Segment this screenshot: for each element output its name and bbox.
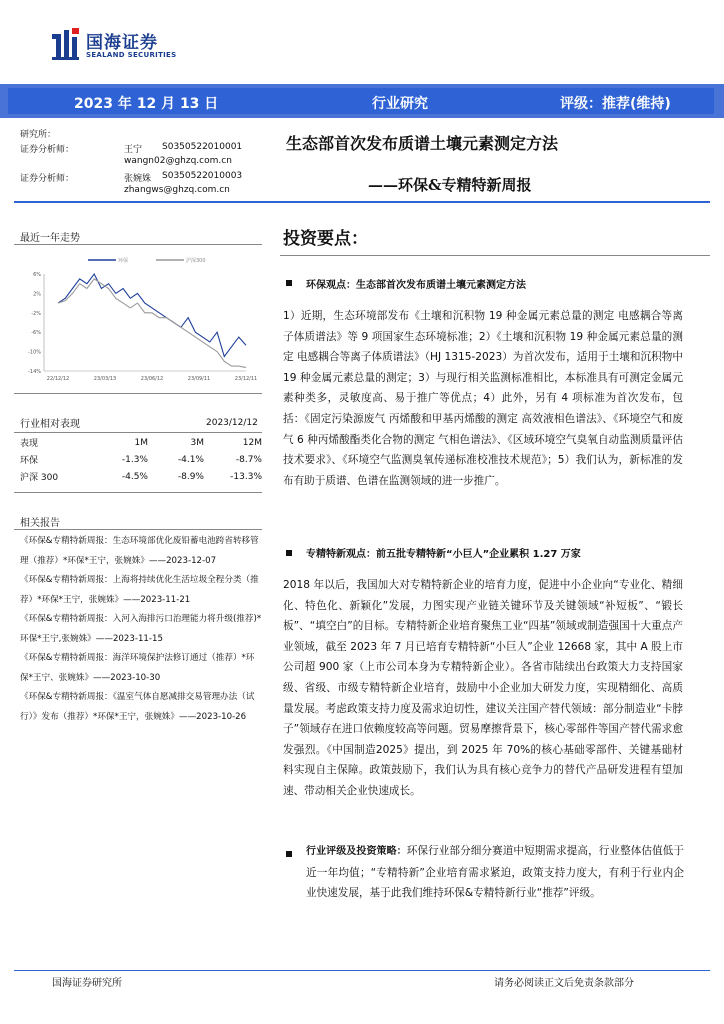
research-label: 研究所：: [20, 130, 57, 140]
list-item[interactable]: 《环保&专精特新周报：《温室气体自愿减排交易管理办法（试行）》发布（推荐）*环保*王宁，张婉姝》——2023-10-26: [20, 692, 255, 722]
perf-h-2: 3M: [190, 437, 204, 448]
footer-rule: [14, 970, 710, 971]
reports-list: [20, 532, 262, 727]
bullet-icon: [286, 851, 292, 857]
table-row: [20, 468, 262, 485]
section-1-body: 1）近期，生态环境部发布《土壤和沉积物 19 种金属元素总量的测定 电感耦合等离子体质谱法》等 9 项国家生态环境标准；2）《土壤和沉积物 19 种金属元素总量的测定 电感耦合等离子体质谱法》（HJ 1315-2023）为首次发布，适用于土壤和沉积物中 19 种金属元素总量的测定；3）与现行相关监测标准相比，本标准具有可测定金属元素种类多，灵敏度高、易于推广等优点；4）此外，另有 4 项标准为首次发布，包括：《固定污染源废气 丙烯酸和甲基丙烯酸的测定 高效液相色谱法》、《环境空气和废气 6 种丙烯酸酯类化合物的测定 气相色谱法》、《区域环境空气臭氧自动监测质量评估技术要求》、《环境空气监测臭氧传递标准校准技术规范》；5）我们认为，新标准的发布有助于质谱、色谱在监测领域的进一步推广。: [283, 310, 683, 487]
perf-heading: 行业相对表现: [20, 419, 80, 430]
analyst-2-code: S0350522010003: [162, 171, 243, 181]
y-tick-label: -14%: [28, 369, 41, 375]
y-tick-label: 6%: [33, 272, 41, 278]
perf-date: 2023/12/12: [206, 418, 258, 428]
analyst-1-role: 证券分析师：: [20, 145, 75, 155]
chart-legend: [88, 257, 206, 264]
section-3: [306, 841, 684, 904]
perf-cell: -1.3%: [121, 454, 148, 465]
footer-left: 国海证券研究所: [52, 978, 122, 989]
section-3-heading: 行业评级及投资策略：: [306, 846, 407, 857]
trend-rule: [14, 244, 262, 245]
bullet-icon: [286, 280, 292, 286]
perf-cell: -4.5%: [121, 471, 148, 482]
perf-rule: [14, 432, 262, 433]
points-rule: [280, 255, 710, 256]
perf-h-1: 1M: [134, 437, 148, 448]
perf-cell: 沪深 300: [20, 473, 59, 483]
reports-rule: [14, 529, 262, 530]
x-tick-label: 22/12/12: [46, 376, 70, 382]
perf-cell: -4.1%: [177, 454, 204, 465]
footer-right: 请务必阅读正文后免责条款部分: [494, 978, 634, 989]
brand-name-en: SEALAND SECURITIES: [86, 51, 177, 59]
series-line-index: [58, 279, 246, 368]
report-title: 生态部首次发布质谱土壤元素测定方法: [286, 134, 559, 153]
y-tick-label: 2%: [33, 291, 41, 298]
y-tick-label: -2%: [31, 310, 41, 317]
y-tick-label: -10%: [28, 349, 41, 356]
brand-logo: [52, 28, 192, 68]
perf-cell: 环保: [20, 456, 39, 466]
perf-cell: -13.3%: [230, 471, 262, 482]
list-item[interactable]: 《环保&专精特新周报：海洋环境保护法修订通过（推荐）*环保*王宁、张婉姝》——2023-10-30: [20, 653, 255, 683]
legend-label-b: 沪深300: [186, 258, 206, 264]
y-tick-label: -6%: [31, 330, 41, 337]
bullet-icon: [286, 550, 292, 556]
perf-cell: -8.7%: [235, 454, 262, 465]
section-3-body: 环保行业部分细分赛道中短期需求提高，行业整体估值低于近一年均值；“专精特新”企业培育需求紧迫，政策支持力度大，有利于行业内企业快速发展，基于此我们维持环保&专精特新行业“推荐”评级。: [306, 845, 684, 900]
analyst-2-name: 张婉姝: [124, 174, 152, 184]
analyst-2-role: 证券分析师：: [20, 174, 75, 184]
reports-heading: 相关报告: [20, 518, 60, 529]
perf-h-0: 表现: [20, 439, 39, 449]
x-tick-label: 23/03/13: [93, 376, 117, 382]
x-tick-label: 23/12/11: [234, 376, 258, 382]
perf-table: [20, 434, 262, 485]
perf-top-rule: [14, 393, 262, 394]
report-subtitle: ——环保&专精特新周报: [368, 176, 532, 194]
section-2-body: 2018 年以后，我国加大对专精特新企业的培育力度，促进中小企业向“专业化、精细化、特色化、新颖化”发展，力图实现产业链关键环节及关键领域“补短板”、“锻长板”、“填空白”的目标。专精特新企业培育聚焦工业“四基”领域或制造强国十大重点产业领域，截至 2023 年 7 月已培育专精特新“小巨人”企业 12668 家，其中 A 股上市公司超 900 家（上市公司本身为专精特新企业）。各省市陆续出台政策大力支持国家级、省级、市级专精特新企业培育，鼓励中小企业加大研发力度，实现精细化、高质量发展。考虑政策支持力度及需求迫切性，建议关注国产替代领域：部分制造业“卡脖子”领域存在进口依赖度较高等问题。贸易摩擦背景下，核心零部件等国产替代需求愈发强烈。《中国制造2025》提出，到 2025 年 70%的核心基础零部件、关键基础材料实现自主保障。政策鼓励下，我们认为具有核心竞争力的替代产品研发进程有望加速、带动相关企业快速成长。: [283, 579, 683, 797]
report-rating: 评级：推荐(维持): [560, 96, 671, 112]
legend-label-a: 环保: [118, 258, 129, 264]
trend-chart: [14, 250, 264, 390]
perf-bottom-rule: [14, 492, 262, 493]
x-tick-label: 23/09/11: [187, 376, 211, 382]
series-line-industry: [58, 274, 246, 357]
analyst-2-email[interactable]: zhangws@ghzq.com.cn: [124, 185, 230, 195]
section-1-heading: 环保观点：生态部首次发布质谱土壤元素测定方法: [306, 280, 526, 291]
sealand-logo-icon: [52, 28, 80, 62]
report-date: 2023 年 12 月 13 日: [74, 96, 219, 112]
header-rule: [14, 201, 710, 203]
perf-h-3: 12M: [242, 437, 262, 448]
points-heading: 投资要点：: [283, 229, 368, 249]
trend-heading: 最近一年走势: [20, 233, 80, 244]
list-item[interactable]: 《环保&专精特新周报：生态环境部优化废铅蓄电池跨省转移管理（推荐）*环保*王宁，张婉姝》——2023-12-07: [20, 536, 259, 566]
analyst-1-email[interactable]: wangn02@ghzq.com.cn: [124, 156, 232, 166]
table-row: [20, 451, 262, 468]
report-category: 行业研究: [372, 96, 428, 112]
list-item[interactable]: 《环保&专精特新周报：入河入海排污口治理能力将升级(推荐)*环保*王宁,张婉姝》——2023-11-15: [20, 614, 262, 644]
analyst-1-name: 王宁: [124, 145, 143, 155]
perf-cell: -8.9%: [177, 471, 204, 482]
analyst-1-code: S0350522010001: [162, 142, 243, 152]
section-2-heading: 专精特新观点：前五批专精特新“小巨人”企业累积 1.27 万家: [306, 549, 581, 560]
brand-name-cn: 国海证券: [86, 33, 158, 53]
x-tick-label: 23/06/12: [140, 376, 164, 382]
perf-header-row: [20, 434, 262, 451]
list-item[interactable]: 《环保&专精特新周报：上海将持续优化生活垃圾全程分类（推荐）*环保*王宁，张婉姝》——2023-11-21: [20, 575, 259, 605]
